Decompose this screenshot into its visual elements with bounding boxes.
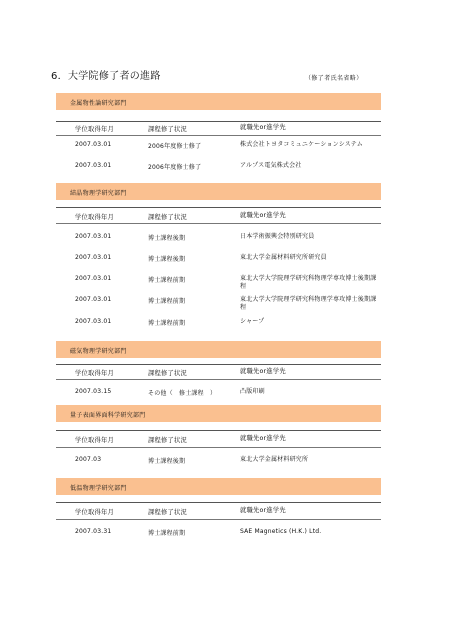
section-header-magnetic-physics xyxy=(56,341,381,358)
divider xyxy=(56,121,381,122)
cell-destination: 東北大学大学院理学研究科物理学専攻博士後期課程 xyxy=(240,296,377,311)
cell-date: 2007.03.01 xyxy=(75,141,112,148)
cell-destination: 東北大学金属材料研究所 xyxy=(240,456,309,463)
cell-date: 2007.03.31 xyxy=(75,528,112,535)
cell-status: その他（ 修士課程 ） xyxy=(148,390,217,397)
col-destination: 就職先or進学先 xyxy=(240,212,286,219)
cell-destination: 日本学術振興会特別研究員 xyxy=(240,233,315,240)
cell-destination: 凸版印刷 xyxy=(240,388,265,395)
section-header-low-temperature xyxy=(56,478,381,495)
col-status: 課程修了状況 xyxy=(148,214,187,221)
divider xyxy=(56,430,381,431)
col-degree-date: 学位取得年月 xyxy=(75,370,114,377)
cell-date: 2007.03.01 xyxy=(75,275,112,282)
col-status: 課程修了状況 xyxy=(148,509,187,516)
col-status: 課程修了状況 xyxy=(148,370,187,377)
col-degree-date: 学位取得年月 xyxy=(75,509,114,516)
section-header-metal-physics xyxy=(56,93,381,110)
divider xyxy=(56,519,381,520)
divider xyxy=(56,364,381,365)
section-title: 結晶物理学研究部門 xyxy=(70,190,127,197)
cell-date: 2007.03.01 xyxy=(75,296,112,303)
cell-date: 2007.03.15 xyxy=(75,388,112,395)
section-title: 量子表面界面科学研究部門 xyxy=(70,412,146,419)
divider xyxy=(56,207,381,208)
cell-destination: SAE Magnetics (H.K.) Ltd. xyxy=(240,528,322,535)
col-status: 課程修了状況 xyxy=(148,437,187,444)
divider xyxy=(56,379,381,380)
omission-note: （修了者氏名省略） xyxy=(305,75,363,82)
cell-status: 博士課程後期 xyxy=(148,235,186,242)
cell-destination: 株式会社トヨタコミュニケーションシステム xyxy=(240,141,363,148)
col-destination: 就職先or進学先 xyxy=(240,507,286,514)
cell-status: 博士課程後期 xyxy=(148,458,186,465)
cell-destination: アルプス電気株式会社 xyxy=(240,162,302,169)
divider xyxy=(56,223,381,224)
divider xyxy=(56,135,381,136)
col-degree-date: 学位取得年月 xyxy=(75,437,114,444)
section-title: 低温物理学研究部門 xyxy=(70,485,127,492)
section-header-quantum-surface xyxy=(56,405,381,422)
col-degree-date: 学位取得年月 xyxy=(75,214,114,221)
col-destination: 就職先or進学先 xyxy=(240,435,286,442)
cell-destination: シャープ xyxy=(240,318,265,325)
cell-status: 博士課程前期 xyxy=(148,277,186,284)
col-status: 課程修了状況 xyxy=(148,126,187,133)
cell-destination: 東北大学大学院理学研究科物理学専攻博士後期課程 xyxy=(240,275,377,290)
col-destination: 就職先or進学先 xyxy=(240,124,286,131)
cell-status: 博士課程前期 xyxy=(148,298,186,305)
cell-status: 博士課程前期 xyxy=(148,320,186,327)
col-destination: 就職先or進学先 xyxy=(240,368,286,375)
section-title: 金属物性論研究部門 xyxy=(70,100,127,107)
divider xyxy=(56,447,381,448)
section-header-crystal-physics xyxy=(56,183,381,200)
cell-status: 2006年度修士修了 xyxy=(148,143,202,150)
page-title: 6．大学院修了者の進路 xyxy=(51,71,161,82)
cell-date: 2007.03 xyxy=(75,456,102,463)
divider xyxy=(56,502,381,503)
cell-date: 2007.03.01 xyxy=(75,318,112,325)
cell-date: 2007.03.01 xyxy=(75,254,112,261)
cell-date: 2007.03.01 xyxy=(75,162,112,169)
col-degree-date: 学位取得年月 xyxy=(75,126,114,133)
cell-date: 2007.03.01 xyxy=(75,233,112,240)
section-title: 磁気物理学研究部門 xyxy=(70,348,127,355)
cell-destination: 東北大学金属材料研究所研究員 xyxy=(240,254,327,261)
cell-status: 博士課程後期 xyxy=(148,256,186,263)
cell-status: 博士課程前期 xyxy=(148,530,186,537)
cell-status: 2006年度修士修了 xyxy=(148,164,202,171)
